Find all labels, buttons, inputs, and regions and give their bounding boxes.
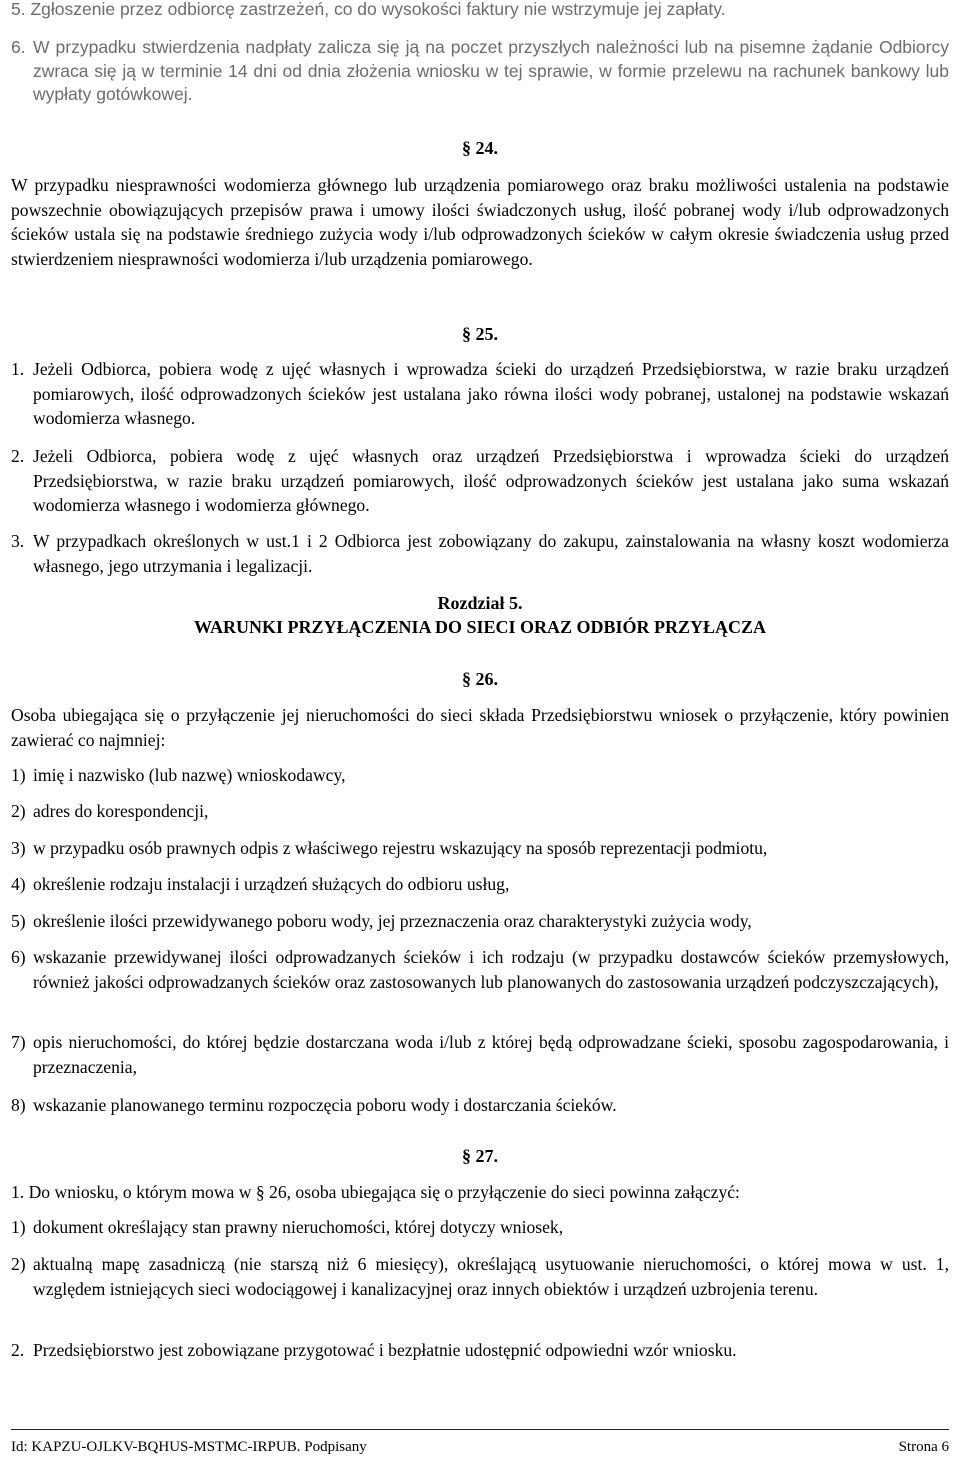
section-26-item-1 [11,763,949,788]
section-27-paragraph-2 [11,1338,949,1363]
list-item-text: dokument określający stan prawny nieruchomości, której dotyczy wniosek, [33,1217,564,1237]
list-item-number: 6) [11,947,26,967]
section-26-item-7 [11,1030,949,1079]
section-27-paragraph-1: 1. Do wniosku, o którym mowa w § 26, osoba ubiegająca się o przyłączenie do sieci powinna załączyć: [11,1182,740,1202]
list-item-number: 4) [11,874,26,894]
section-25-item-text: W przypadkach określonych w ust.1 i 2 Odbiorca jest zobowiązany do zakupu, zainstalowania na własny koszt wodomierza własnego, jego utrzymania i legalizacji. [33,531,949,576]
document-id: Id: KAPZU-OJLKV-BQHUS-MSTMC-IRPUB. Podpisany [11,1439,367,1455]
chapter-title: WARUNKI PRZYŁĄCZENIA DO SIECI ORAZ ODBIÓR PRZYŁĄCZA [193,617,767,637]
section-27-item-2 [11,1252,949,1301]
paragraph-6-number: 6. [11,37,26,57]
list-item-text: wskazanie przewidywanej ilości odprowadzanych ścieków i ich rodzaju (w przypadku dostawców ścieków przemysłowych, również jakości odprowadzanych ścieków oraz zastosowanych lub planowanych do zastosowania urządzeń podczyszczających), [33,947,949,992]
section-26-item-8 [11,1093,949,1118]
list-item-text: wskazanie planowanego terminu rozpoczęcia poboru wody i dostarczania ścieków. [33,1095,617,1115]
section-25-heading: § 25. [462,324,498,344]
paragraph-5-text: 5. Zgłoszenie przez odbiorcę zastrzeżeń, co do wysokości faktury nie wstrzymuje jej zapłaty. [11,0,726,19]
list-item-number: 2) [11,1254,26,1274]
list-item-text: adres do korespondencji, [33,801,209,821]
list-item-number: 1) [11,1217,26,1237]
list-item-number: 8) [11,1095,26,1115]
page-number: Strona 6 [898,1439,949,1455]
section-26-item-6 [11,945,949,994]
list-item-number: 1) [11,765,26,785]
section-25-item-number: 3. [11,531,25,551]
paragraph-5 [11,0,949,20]
paragraph-number: 2. [11,1340,25,1360]
list-item-number: 5) [11,911,26,931]
section-27-item-1 [11,1215,949,1240]
section-26-intro: Osoba ubiegająca się o przyłączenie jej nieruchomości do sieci składa Przedsiębiorstwu wniosek o przyłączenie, który powinien zawierać co najmniej: [11,705,949,750]
section-26-item-4 [11,872,949,897]
section-25-item-3 [11,529,949,578]
section-24-heading: § 24. [462,138,498,158]
section-25-item-text: Jeżeli Odbiorca, pobiera wodę z ujęć własnych i wprowadza ścieki do urządzeń Przedsiębiorstwa, w razie braku urządzeń pomiarowych, ilość odprowadzonych ścieków jest ustalana jako równa ilości wody pobranej, ustalonej na podstawie wskazań wodomierza własnego. [33,359,949,429]
list-item-text: aktualną mapę zasadniczą (nie starszą niż 6 miesięcy), określającą usytuowanie nieruchomości, o której mowa w ust. 1, względem istniejących sieci wodociągowej i kanalizacyjnej oraz innych obiektów i urządzeń uzbrojenia terenu. [33,1254,949,1299]
section-25-item-2 [11,444,949,518]
list-item-text: określenie ilości przewidywanego poboru wody, jej przeznaczenia oraz charakterystyki zużycia wody, [33,911,752,931]
section-24-text: W przypadku niesprawności wodomierza głównego lub urządzenia pomiarowego oraz braku możliwości ustalenia na podstawie powszechnie obowiązujących przepisów prawa i umowy ilości świadczonych usług, ilość pobranej wody i/lub odprowadzonych ścieków ustala się na podstawie średniego zużycia wody i/lub odprowadzonych ścieków w całym okresie świadczenia usług przed stwierdzeniem niesprawności wodomierza i/lub urządzenia pomiarowego. [11,175,949,269]
section-27-heading: § 27. [462,1146,498,1166]
section-25-item-number: 1. [11,359,25,379]
section-26-heading: § 26. [462,669,498,689]
section-26-item-3 [11,836,949,861]
chapter-number: Rozdział 5. [437,593,523,613]
list-item-text: określenie rodzaju instalacji i urządzeń służących do odbioru usług, [33,874,510,894]
footer-divider [11,1429,949,1430]
section-25-item-1 [11,357,949,431]
list-item-number: 3) [11,838,26,858]
list-item-number: 7) [11,1032,26,1052]
section-25-item-text: Jeżeli Odbiorca, pobiera wodę z ujęć własnych oraz urządzeń Przedsiębiorstwa i wprowadza ścieki do urządzeń Przedsiębiorstwa, w razie braku urządzeń pomiarowych, ilość odprowadzonych ścieków jest ustalana jako suma wskazań wodomierza własnego i wodomierza głównego. [33,446,949,516]
section-26-item-2 [11,799,949,824]
paragraph-text: Przedsiębiorstwo jest zobowiązane przygotować i bezpłatnie udostępnić odpowiedni wzór wniosku. [33,1340,737,1360]
list-item-text: w przypadku osób prawnych odpis z właściwego rejestru wskazujący na sposób reprezentacji podmiotu, [33,838,768,858]
section-25-item-number: 2. [11,446,25,466]
paragraph-6-text: W przypadku stwierdzenia nadpłaty zalicza się ją na poczet przyszłych należności lub na pisemne żądanie Odbiorcy zwraca się ją w terminie 14 dni od dnia złożenia wniosku w tej sprawie, w formie przelewu na rachunek bankowy lub wypłaty gotówkowej. [33,37,949,104]
paragraph-6 [11,36,949,107]
list-item-text: imię i nazwisko (lub nazwę) wnioskodawcy, [33,765,346,785]
list-item-text: opis nieruchomości, do której będzie dostarczana woda i/lub z której będą odprowadzane ścieki, sposobu zagospodarowania, i przeznaczenia, [33,1032,949,1077]
list-item-number: 2) [11,801,26,821]
section-26-item-5 [11,909,949,934]
